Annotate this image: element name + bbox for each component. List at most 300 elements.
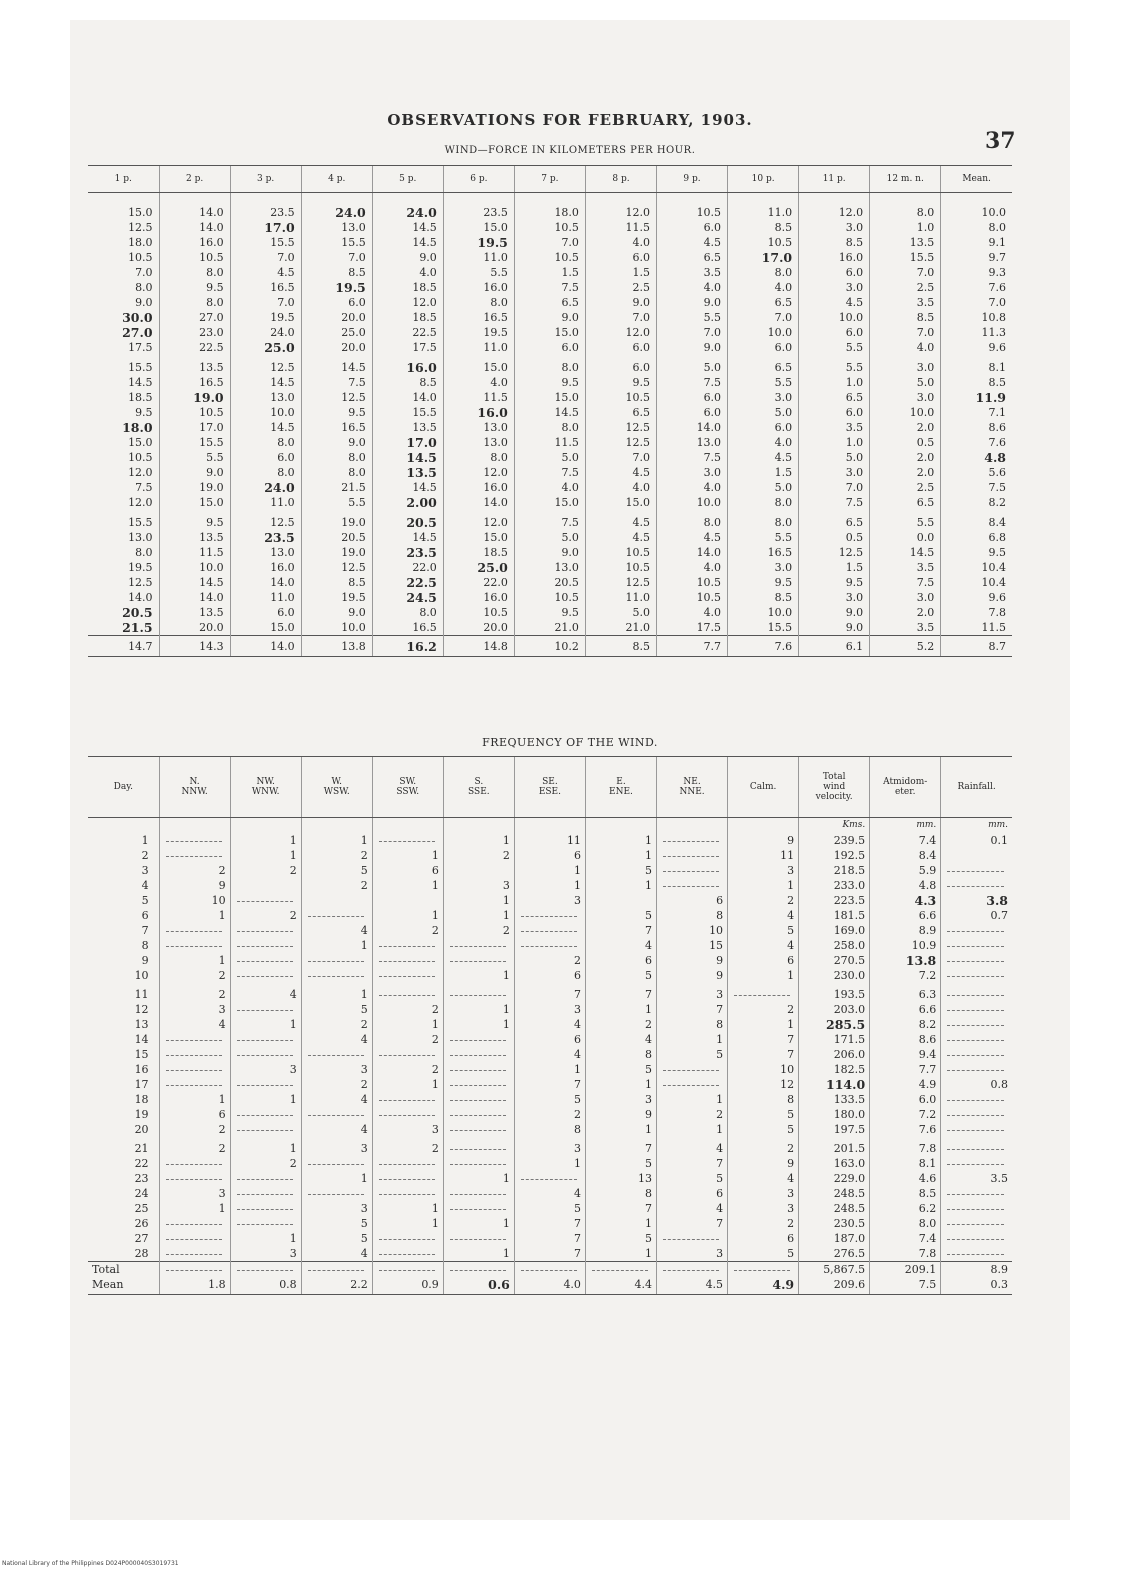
wind-force-header-row [88, 166, 1012, 193]
blank-dash [237, 1171, 293, 1180]
table-cell: 13 [134, 1018, 149, 1031]
table-cell: 5.5 [159, 450, 230, 465]
table-cell: 11 [728, 848, 799, 863]
table-cell: 1 [443, 1216, 514, 1231]
table-cell [159, 833, 230, 848]
table-cell: 4.0 [372, 265, 443, 280]
table-cell: 14.5 [514, 405, 585, 420]
blank-dash [379, 987, 435, 996]
blank-dash [379, 938, 435, 947]
table-row [88, 1246, 1012, 1262]
table-cell [159, 923, 230, 938]
table-cell: 3.0 [870, 390, 941, 405]
mean-cell: 4.0 [514, 1277, 585, 1295]
table-cell: 22.0 [443, 575, 514, 590]
blank-dash [237, 1047, 293, 1056]
table-cell: 5.0 [728, 480, 799, 495]
table-cell: 17.5 [372, 340, 443, 355]
table-row [88, 530, 1012, 545]
mean-cell: 14.7 [88, 636, 159, 657]
table-cell [941, 983, 1012, 1002]
table-cell: 12.5 [230, 510, 301, 530]
table-cell: 6.0 [657, 390, 728, 405]
table-cell: 7 [514, 983, 585, 1002]
table-cell: 181.5 [799, 908, 870, 923]
blank-dash [663, 878, 719, 887]
table-row [88, 1122, 1012, 1137]
table-cell: 171.5 [799, 1032, 870, 1047]
table-cell: 4 [301, 1092, 372, 1107]
table-cell [941, 1062, 1012, 1077]
table-cell: 3 [372, 1122, 443, 1137]
table-cell: 8.6 [870, 1032, 941, 1047]
table-cell: 4.5 [657, 235, 728, 250]
table-cell: 6.0 [728, 420, 799, 435]
table-cell: 2 [728, 1002, 799, 1017]
table-cell: 16.0 [443, 405, 514, 420]
table-cell: 4.5 [799, 295, 870, 310]
column-header: Rainfall. [941, 757, 1012, 818]
mean-row [88, 636, 1012, 657]
table-cell [372, 1156, 443, 1171]
table-cell: 10.5 [585, 545, 656, 560]
table-cell: 11.9 [941, 390, 1012, 405]
table-cell: 1 [514, 1156, 585, 1171]
table-cell: 25.0 [443, 560, 514, 575]
table-cell: 1 [159, 1092, 230, 1107]
mean-cell: 1.8 [159, 1277, 230, 1295]
table-cell: 16.0 [372, 355, 443, 375]
table-cell: 1 [657, 1032, 728, 1047]
table-cell: 3.0 [870, 590, 941, 605]
blank-dash [166, 1246, 222, 1255]
table-cell: 4.0 [870, 340, 941, 355]
table-cell: 10.0 [941, 193, 1012, 221]
table-row [88, 280, 1012, 295]
table-cell: 3.0 [870, 355, 941, 375]
table-cell: 7 [514, 1216, 585, 1231]
table-cell: 7 [514, 1246, 585, 1262]
table-cell: 19.0 [159, 390, 230, 405]
blank-dash [450, 1231, 506, 1240]
table-cell: 16.0 [799, 250, 870, 265]
table-cell: 11.0 [443, 250, 514, 265]
table-cell: 5 [585, 968, 656, 983]
table-cell [514, 923, 585, 938]
blank-dash [166, 923, 222, 932]
table-cell: 12.0 [585, 325, 656, 340]
column-header: W. WSW. [301, 757, 372, 818]
table-cell: 5.5 [657, 310, 728, 325]
blank-dash [379, 1262, 435, 1271]
table-cell: 1 [230, 1231, 301, 1246]
table-cell: 6 [657, 1186, 728, 1201]
table-cell: 13.5 [372, 465, 443, 480]
table-row [88, 295, 1012, 310]
table-cell: 22.5 [372, 575, 443, 590]
table-cell: 8.0 [301, 450, 372, 465]
table-cell: 5 [585, 1062, 656, 1077]
table-cell: 1 [728, 1017, 799, 1032]
table-cell: 16 [134, 1063, 149, 1076]
table-cell: 1 [728, 968, 799, 983]
table-cell: 7.5 [301, 375, 372, 390]
table-cell: 10.0 [870, 405, 941, 420]
blank-dash [450, 1122, 506, 1131]
table-cell: 22.5 [159, 340, 230, 355]
table-cell: 10 [134, 969, 149, 982]
table-cell: 2 [159, 1122, 230, 1137]
table-row [88, 1201, 1012, 1216]
mean-cell: 0.3 [941, 1277, 1012, 1295]
table-cell: 1 [585, 1122, 656, 1137]
column-header: SE. ESE. [514, 757, 585, 818]
table-cell [941, 1246, 1012, 1262]
blank-dash [450, 953, 506, 962]
table-row [88, 605, 1012, 620]
unit-cell [88, 818, 159, 834]
table-cell [941, 1137, 1012, 1156]
blank-dash [450, 1186, 506, 1195]
table-cell: 6.5 [728, 355, 799, 375]
table-cell: 203.0 [799, 1002, 870, 1017]
table-cell: 4.0 [657, 280, 728, 295]
table-cell: 11.0 [585, 590, 656, 605]
unit-cell: mm. [941, 818, 1012, 834]
blank-dash [663, 1062, 719, 1071]
blank-dash [166, 833, 222, 842]
table-cell [372, 893, 443, 908]
table-cell: 248.5 [799, 1186, 870, 1201]
table-cell: 16.5 [372, 620, 443, 636]
table-cell: 1 [230, 1092, 301, 1107]
table-cell: 5.5 [728, 375, 799, 390]
table-cell [941, 1186, 1012, 1201]
blank-dash [450, 1201, 506, 1210]
total-cell [230, 1262, 301, 1278]
units-row [88, 818, 1012, 834]
table-cell: 11.5 [514, 435, 585, 450]
table-cell: 12.0 [128, 466, 153, 479]
table-cell: 1 [141, 834, 149, 847]
table-cell [159, 1047, 230, 1062]
table-cell: 7.6 [941, 435, 1012, 450]
table-cell: 5.5 [870, 510, 941, 530]
table-cell: 17.0 [230, 220, 301, 235]
table-cell: 7 [585, 1201, 656, 1216]
table-cell: 3.5 [941, 1171, 1012, 1186]
table-cell: 12.0 [128, 496, 153, 509]
table-cell: 4 [230, 983, 301, 1002]
frequency-title: FREQUENCY OF THE WIND. [482, 736, 658, 749]
table-cell: 14.5 [230, 375, 301, 390]
table-cell: 8.4 [870, 848, 941, 863]
table-cell: 1 [372, 1077, 443, 1092]
table-cell [159, 1032, 230, 1047]
table-cell: 1 [443, 1002, 514, 1017]
blank-dash [237, 1002, 293, 1011]
blank-dash [166, 1216, 222, 1225]
table-cell: 10.5 [128, 251, 153, 264]
blank-dash [379, 1186, 435, 1195]
blank-dash [734, 1262, 790, 1271]
table-cell: 30.0 [122, 310, 153, 325]
table-cell: 1 [728, 878, 799, 893]
mean-cell: 14.8 [443, 636, 514, 657]
table-cell: 6.0 [799, 265, 870, 280]
table-cell: 10.5 [443, 605, 514, 620]
wind-force-body [88, 193, 1012, 657]
blank-dash [947, 1107, 1004, 1116]
table-cell: 8.6 [941, 420, 1012, 435]
table-cell: 5 [141, 894, 149, 907]
table-cell: 11.5 [941, 620, 1012, 636]
table-cell: 17.5 [128, 341, 153, 354]
table-cell: 16.5 [443, 310, 514, 325]
table-cell: 5.5 [799, 340, 870, 355]
table-cell: 1 [585, 833, 656, 848]
table-cell: 6 [159, 1107, 230, 1122]
column-header: 8 p. [585, 166, 656, 193]
table-cell: 6.3 [870, 983, 941, 1002]
blank-dash [237, 1077, 293, 1086]
table-cell [941, 1216, 1012, 1231]
table-cell: 6.0 [301, 295, 372, 310]
table-cell [159, 1062, 230, 1077]
table-cell: 6.0 [728, 340, 799, 355]
table-cell [657, 1231, 728, 1246]
table-row [88, 250, 1012, 265]
table-cell: 2 [443, 848, 514, 863]
table-cell: 6 [728, 953, 799, 968]
table-cell: 10.5 [128, 451, 153, 464]
table-cell: 13.0 [301, 220, 372, 235]
table-cell: 8.0 [135, 281, 153, 294]
table-cell: 9.0 [135, 296, 153, 309]
table-cell: 5 [301, 1216, 372, 1231]
table-cell: 2 [443, 923, 514, 938]
table-cell: 2.5 [870, 280, 941, 295]
table-row [88, 220, 1012, 235]
table-cell: 0.5 [870, 435, 941, 450]
wind-force-table [88, 165, 1012, 657]
table-cell: 15.5 [159, 435, 230, 450]
table-cell: 8.0 [159, 265, 230, 280]
table-cell: 10.0 [799, 310, 870, 325]
table-cell [230, 938, 301, 953]
table-cell: 4.8 [941, 450, 1012, 465]
table-cell: 8.0 [230, 465, 301, 480]
table-cell: 12.5 [585, 435, 656, 450]
table-cell: 7 [657, 1216, 728, 1231]
blank-dash [237, 1107, 293, 1116]
table-cell: 16.0 [443, 280, 514, 295]
table-cell [372, 1246, 443, 1262]
table-cell: 19 [134, 1108, 149, 1121]
table-cell: 2 [728, 1216, 799, 1231]
table-cell: 15.0 [585, 495, 656, 510]
mean-cell: 4.4 [585, 1277, 656, 1295]
table-cell: 7.5 [135, 481, 153, 494]
table-cell: 4.0 [514, 480, 585, 495]
table-cell: 6.0 [870, 1092, 941, 1107]
frequency-body [88, 818, 1012, 1295]
table-row [88, 420, 1012, 435]
blank-dash [450, 1047, 506, 1056]
table-cell: 12.5 [230, 355, 301, 375]
table-cell: 18 [134, 1093, 149, 1106]
table-cell: 180.0 [799, 1107, 870, 1122]
table-cell: 218.5 [799, 863, 870, 878]
table-cell: 3 [301, 1201, 372, 1216]
table-cell [443, 1062, 514, 1077]
table-cell: 5.0 [799, 450, 870, 465]
table-cell: 10.5 [657, 590, 728, 605]
table-cell: 4.3 [870, 893, 941, 908]
table-cell: 5 [514, 1201, 585, 1216]
table-cell: 1 [159, 908, 230, 923]
table-cell: 4.5 [728, 450, 799, 465]
table-cell: 7 [585, 983, 656, 1002]
table-cell: 4.0 [657, 605, 728, 620]
table-cell: 5.5 [728, 530, 799, 545]
table-cell: 229.0 [799, 1171, 870, 1186]
table-cell: 9.0 [657, 295, 728, 310]
table-cell: 8.5 [301, 575, 372, 590]
mean-cell: 0.8 [230, 1277, 301, 1295]
table-cell: 12.5 [128, 221, 153, 234]
blank-dash [450, 1141, 506, 1150]
table-cell [657, 878, 728, 893]
table-cell: 9.6 [941, 590, 1012, 605]
table-cell: 6 [514, 968, 585, 983]
table-row [88, 375, 1012, 390]
table-cell: 6.2 [870, 1201, 941, 1216]
table-cell: 10.5 [585, 390, 656, 405]
blank-dash [237, 1122, 293, 1131]
table-cell: 3 [514, 1137, 585, 1156]
total-cell [372, 1262, 443, 1278]
table-cell [941, 923, 1012, 938]
table-cell: 21.5 [301, 480, 372, 495]
table-cell: 13.0 [230, 545, 301, 560]
blank-dash [947, 878, 1004, 887]
column-header: E. ENE. [585, 757, 656, 818]
table-cell: 18.5 [372, 280, 443, 295]
table-row [88, 1186, 1012, 1201]
unit-cell [728, 818, 799, 834]
table-cell: 9 [159, 878, 230, 893]
mean-cell: 0.9 [372, 1277, 443, 1295]
table-cell: 13.8 [870, 953, 941, 968]
blank-dash [947, 953, 1004, 962]
mean-cell: 16.2 [372, 636, 443, 657]
table-cell: 4 [657, 1137, 728, 1156]
table-cell: 9.0 [372, 250, 443, 265]
table-cell [941, 1002, 1012, 1017]
table-cell: 3.0 [657, 465, 728, 480]
table-cell: 1 [372, 1201, 443, 1216]
blank-dash [237, 1216, 293, 1225]
table-cell: 6.0 [799, 405, 870, 420]
blank-dash [947, 968, 1004, 977]
table-cell: 270.5 [799, 953, 870, 968]
table-cell: 4.5 [657, 530, 728, 545]
table-cell: 18.5 [128, 391, 153, 404]
mean-cell: 8.5 [585, 636, 656, 657]
blank-dash [166, 1156, 222, 1165]
table-cell: 230.5 [799, 1216, 870, 1231]
table-cell: 5.5 [301, 495, 372, 510]
table-cell: 3 [230, 1062, 301, 1077]
table-cell: 8.0 [443, 295, 514, 310]
table-cell [159, 1231, 230, 1246]
table-cell: 4.0 [728, 280, 799, 295]
blank-dash [379, 968, 435, 977]
table-cell [443, 1156, 514, 1171]
table-cell: 7 [728, 1032, 799, 1047]
table-cell: 16.0 [443, 480, 514, 495]
table-cell: 0.7 [941, 908, 1012, 923]
column-header: S. SSE. [443, 757, 514, 818]
table-cell: 12 [728, 1077, 799, 1092]
table-cell: 1.5 [585, 265, 656, 280]
table-cell: 6.0 [657, 220, 728, 235]
table-cell: 15.0 [443, 355, 514, 375]
table-cell: 3.0 [799, 465, 870, 480]
total-cell [585, 1262, 656, 1278]
table-cell: 9.0 [159, 465, 230, 480]
table-cell: 10.8 [941, 310, 1012, 325]
table-cell [941, 1156, 1012, 1171]
table-cell: 9 [585, 1107, 656, 1122]
table-cell: 6 [514, 848, 585, 863]
table-cell: 14.0 [372, 390, 443, 405]
table-cell: 9 [657, 968, 728, 983]
table-cell: 14.5 [372, 450, 443, 465]
table-cell: 2 [230, 1156, 301, 1171]
blank-dash [947, 1062, 1004, 1071]
table-cell: 4.8 [870, 878, 941, 893]
table-cell: 4.0 [728, 435, 799, 450]
table-cell: 25.0 [230, 340, 301, 355]
table-cell: 2.0 [870, 605, 941, 620]
table-cell: 20.0 [301, 310, 372, 325]
mean-cell: 7.7 [657, 636, 728, 657]
table-cell [443, 1201, 514, 1216]
table-row [88, 620, 1012, 636]
blank-dash [379, 1156, 435, 1165]
table-cell: 11 [514, 833, 585, 848]
table-cell: 14.5 [372, 530, 443, 545]
table-cell: 230.0 [799, 968, 870, 983]
table-cell: 15.5 [301, 235, 372, 250]
table-cell: 5 [585, 1156, 656, 1171]
table-cell: 12.5 [585, 420, 656, 435]
table-row [88, 833, 1012, 848]
table-cell: 16.0 [230, 560, 301, 575]
table-cell: 233.0 [799, 878, 870, 893]
table-cell [941, 1092, 1012, 1107]
table-cell: 5.0 [514, 450, 585, 465]
table-cell: 19.0 [301, 545, 372, 560]
blank-dash [450, 1262, 506, 1271]
table-cell: 4 [301, 1032, 372, 1047]
blank-dash [308, 953, 364, 962]
table-cell: 2 [372, 923, 443, 938]
table-cell: 3 [159, 1186, 230, 1201]
table-cell: 4 [301, 1122, 372, 1137]
